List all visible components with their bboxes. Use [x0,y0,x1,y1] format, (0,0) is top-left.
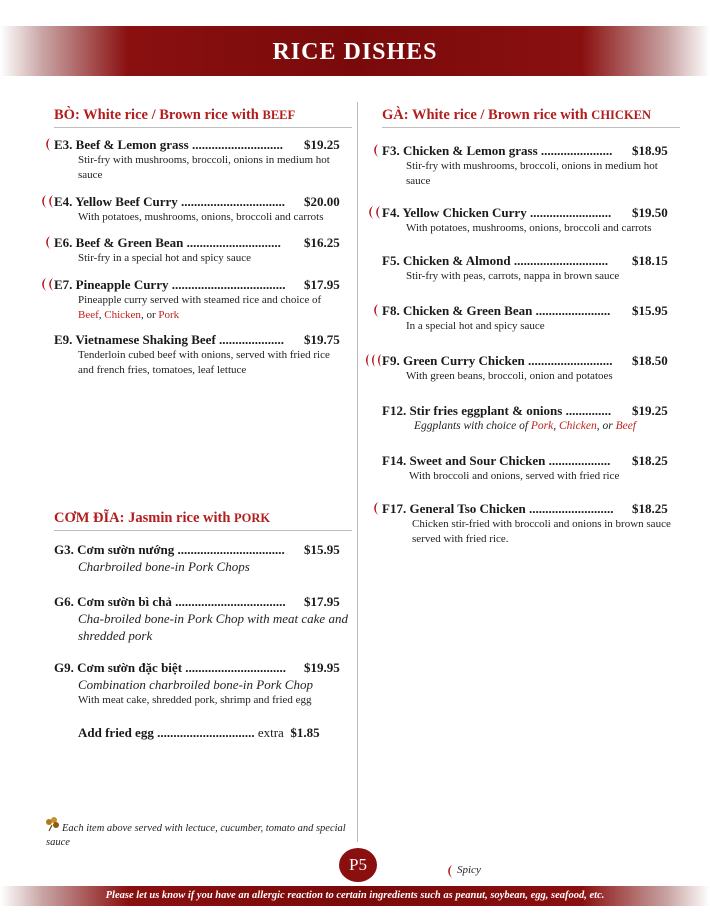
pork-section-heading: CƠM ĐĨA: Jasmin rice with PORK [54,510,352,531]
menu-item-f4: F4. Yellow Chicken Curry ......................... $19.50 With potatoes, mushrooms, onions, broccoli and carrots [382,205,668,234]
chili-icon [44,236,52,249]
menu-item-f14: F14. Sweet and Sour Chicken ................... $18.25 With broccoli and onions, served with fried rice [382,453,668,482]
spicy-legend: Spicy [457,864,481,876]
chili-icon-double [367,206,381,219]
menu-item-e9: E9. Vietnamese Shaking Beef .................... $19.75 Tenderloin cubed beef with onions, served with fried rice and french fries, tomatoes, leaf lettuce [54,332,340,376]
menu-item-f3: F3. Chicken & Lemon grass ...................... $18.95 Stir-fry with mushrooms, broccoli, onions in medium hot sauce [382,143,668,187]
menu-item-e4: E4. Yellow Beef Curry ................................ $20.00 With potatoes, mushrooms, onions, broccoli and carrots [54,194,340,223]
chili-icon-double [40,195,54,208]
chili-icon [446,865,454,878]
menu-item-f17: F17. General Tso Chicken .......................... $18.25 Chicken stir-fried with broccoli and onions in brown sauce served with fried rice. [382,501,671,545]
chili-icon [372,502,380,515]
menu-item-e7: E7. Pineapple Curry ................................... $17.95 Pineapple curry served with steamed rice and choice of Beef, Chicken, or Pork [54,277,340,321]
chili-icon [372,304,380,317]
footnote: Each item above served with lectuce, cucumber, tomato and special sauce [46,823,346,848]
menu-item-g6: G6. Cơm sườn bì chả .................................. $17.95 Cha-broiled bone-in Pork Chop with meat cake and shredded pork [54,594,348,643]
allergy-notice: Please let us know if you have an allergic reaction to certain ingredients such as peanut, soybean, egg, seafood, etc. [105,890,605,901]
beef-section-heading: BÒ: White rice / Brown rice with BEEF [54,107,352,128]
chili-icon [372,144,380,157]
menu-item-f5: F5. Chicken & Almond ............................. $18.15 Stir-fry with peas, carrots, nappa in brown sauce [382,253,668,282]
menu-item-f12: F12. Stir fries eggplant & onions .............. $19.25 Eggplants with choice of Pork, Chicken, or Beef [382,403,668,432]
menu-item-f8: F8. Chicken & Green Bean ....................... $15.95 In a special hot and spicy sauce [382,303,668,332]
page-title: RICE DISHES [272,39,438,65]
page-number-badge: P5 [339,848,377,882]
menu-item-g9: G9. Cơm sườn đặc biệt ............................... $19.95 Combination charbroiled bone-in Pork Chop With meat cake, shredded pork, shrimp and fried egg [54,660,340,706]
menu-item-g3: G3. Cơm sườn nướng ................................. $15.95 Charbroiled bone-in Pork Chops [54,542,340,574]
chicken-section-heading: GÀ: White rice / Brown rice with CHICKEN [382,107,680,128]
menu-item-f9: F9. Green Curry Chicken .......................... $18.50 With green beans, broccoli, onion and potatoes [382,353,668,382]
menu-item-e6: E6. Beef & Green Bean ............................. $16.25 Stir-fry in a special hot and spicy sauce [54,235,340,264]
chili-icon [44,138,52,151]
chili-icon-double [40,278,54,291]
addon-fried-egg: Add fried egg .............................. extra $1.85 [78,725,320,740]
menu-item-e3: E3. Beef & Lemon grass ............................ $19.25 Stir-fry with mushrooms, broccoli, onions in medium hot sauce [54,137,340,181]
chili-icon-triple [364,354,382,367]
